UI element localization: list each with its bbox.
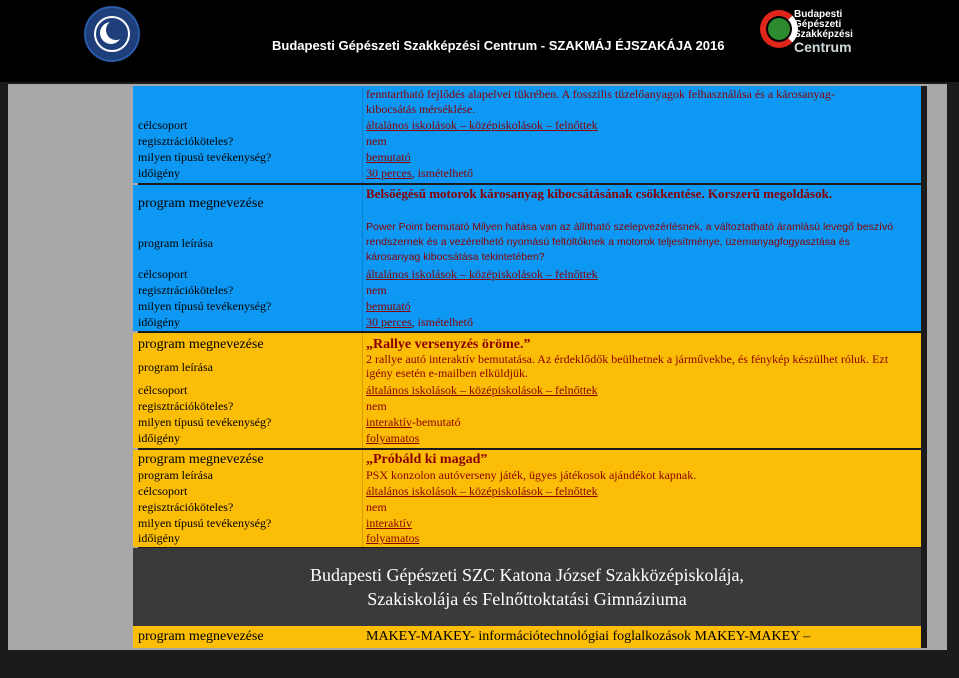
label-celcsoport: célcsoport [138,267,188,281]
label-reg: regisztrációköteles? [138,134,234,148]
label-nev: program megnevezése [138,196,264,211]
label-ido: időigény [138,531,180,545]
program-desc: PSX konzolon autóverseny játék, ügyes játékosok ajándékot kapnak. [366,468,697,482]
school-line-2: Szakiskolája és Felnőttoktatási Gimnáziuma [367,589,687,609]
value-celcsoport: általános iskolások – középiskolások – felnőttek [366,484,598,498]
value-ido: 30 perces, ismételhető [366,166,473,180]
label-celcsoport: célcsoport [138,383,188,397]
school-heading [133,548,921,626]
value-celcsoport: általános iskolások – középiskolások – felnőttek [366,383,598,397]
label-leiras: program leírása [138,360,213,374]
label-nev: program megnevezése [138,452,264,467]
program-block-1 [133,86,921,183]
value-tipus: interaktív [366,516,412,530]
label-celcsoport: célcsoport [138,484,188,498]
label-nev: program megnevezése [138,337,264,352]
intro-line-1: fenntartható fejlődés alapelvei tükrében. A fosszilis tüzelőanyagok felhasználása és a károsanyag- [366,87,835,101]
program-desc: Power Point bemutató Milyen hatása van az állítható szelepvezérlésnek, a változtatható áramlású levegő beszívó rendszernek és a vezérelhető nyomású feltöltőknek a motorok teljesítménye, üzemanyagfogyasztása és károsanyag kibocsátása tekintetében? [366,221,894,263]
label-ido: időigény [138,315,180,329]
header-title: Budapesti Gépészeti Szakképzési Centrum - SZAKMÁJ ÉJSZAKÁJA 2016 [272,38,725,53]
label-tipus: milyen típusú tevékenység? [138,150,272,164]
value-tipus: interaktív-bemutató [366,415,461,429]
page-header [0,0,959,82]
label-nev: program megnevezése [138,629,264,644]
school-line-1: Budapesti Gépészeti SZC Katona József Szakközépiskolája, [310,565,744,585]
label-tipus: milyen típusú tevékenység? [138,415,272,429]
value-tipus: bemutató [366,150,411,164]
value-tipus: bemutató [366,299,411,313]
value-reg: nem [366,500,387,514]
value-celcsoport: általános iskolások – középiskolások – felnőttek [366,118,598,132]
value-reg: nem [366,399,387,413]
program-block-3 [133,333,921,448]
moon-logo-icon [84,6,140,62]
program-block-4 [133,450,921,547]
intro-line-2: kibocsátás mérséklése. [366,102,476,116]
label-reg: regisztrációköteles? [138,283,234,297]
value-reg: nem [366,134,387,148]
label-ido: időigény [138,166,180,180]
program-title: MAKEY-MAKEY- információtechnológiai foglalkozások MAKEY-MAKEY – [366,629,811,644]
value-celcsoport: általános iskolások – középiskolások – felnőttek [366,267,598,281]
bgszc-logo: Budapesti Gépészeti Szakképzési Centrum [760,6,860,56]
label-ido: időigény [138,431,180,445]
label-tipus: milyen típusú tevékenység? [138,516,272,530]
program-title: „Rallye versenyzés öröme.” [366,337,531,352]
value-ido: folyamatos [366,431,420,445]
label-reg: regisztrációköteles? [138,399,234,413]
program-block-2 [133,185,921,331]
label-tipus: milyen típusú tevékenység? [138,299,272,313]
program-desc: 2 rallye autó interaktív bemutatása. Az érdeklődők beülhetnek a járművekbe, és fénykép készülhet róluk. Ezt igény esetén e-mailben elküldjük. [366,352,889,380]
label-reg: regisztrációköteles? [138,500,234,514]
value-ido: 30 perces, ismételhető [366,315,473,329]
program-row-makey [133,626,921,648]
value-ido: folyamatos [366,531,420,545]
value-reg: nem [366,283,387,297]
label-celcsoport: célcsoport [138,118,188,132]
program-title: Belsőégésű motorok károsanyag kibocsátásának csökkentése. Korszerű megoldások. [366,186,833,201]
program-title: „Próbáld ki magad” [366,452,488,467]
label-leiras: program leírása [138,468,213,482]
label-leiras: program leírása [138,236,213,250]
